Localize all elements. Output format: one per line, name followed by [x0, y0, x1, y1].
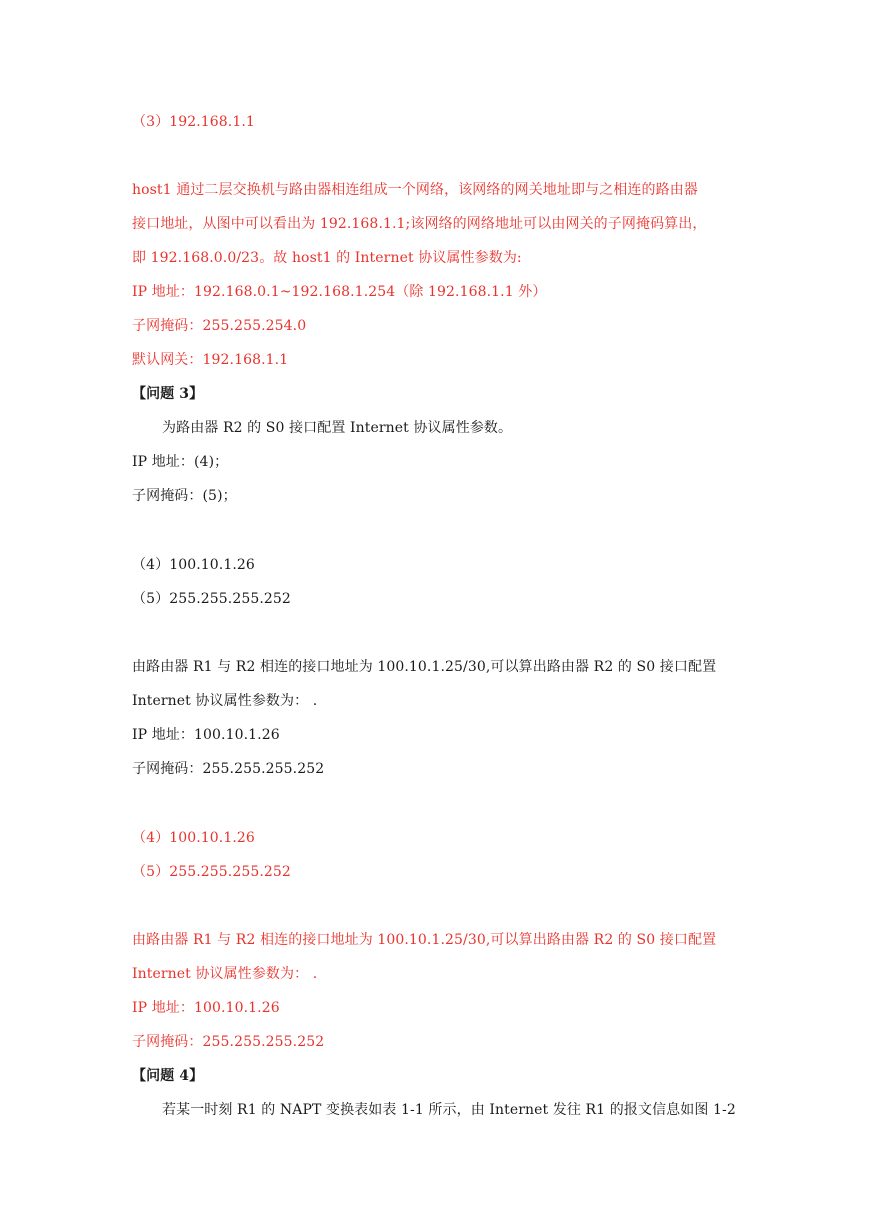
- question-4-heading: 【问题 4】: [132, 1068, 204, 1084]
- question-3-mask-blank: 子网掩码：(5)；: [132, 488, 237, 504]
- explanation-2-black-ip: IP 地址：100.10.1.26: [132, 727, 280, 743]
- explanation-2-black-line-1: 由路由器 R1 与 R2 相连的接口地址为 100.10.1.25/30,可以算出路由器 R2 的 S0 接口配置: [132, 659, 717, 675]
- answer-4-red: （4）100.10.1.26: [132, 830, 255, 846]
- explanation-1-mask: 子网掩码：255.255.254.0: [132, 318, 307, 334]
- explanation-1-line-1: host1 通过二层交换机与路由器相连组成一个网络，该网络的网关地址即与之相连的路由器: [132, 182, 698, 198]
- explanation-2-red-mask: 子网掩码：255.255.255.252: [132, 1034, 325, 1050]
- explanation-1-ip: IP 地址：192.168.0.1~192.168.1.254（除 192.168.1.1 外）: [132, 284, 547, 300]
- answer-5-black: （5）255.255.255.252: [132, 591, 291, 607]
- question-3-ip-blank: IP 地址：(4)；: [132, 454, 229, 470]
- answer-3-label: （3）192.168.1.1: [132, 114, 255, 130]
- answer-5-red: （5）255.255.255.252: [132, 864, 291, 880]
- explanation-2-black-line-2: Internet 协议属性参数为： .: [132, 693, 318, 709]
- question-3-heading: 【问题 3】: [132, 386, 204, 402]
- answer-4-black: （4）100.10.1.26: [132, 557, 255, 573]
- explanation-2-red-line-2: Internet 协议属性参数为： .: [132, 966, 318, 982]
- explanation-2-black-mask: 子网掩码：255.255.255.252: [132, 761, 325, 777]
- question-4-prompt: 若某一时刻 R1 的 NAPT 变换表如表 1-1 所示，由 Internet 发往 R1 的报文信息如图 1-2: [162, 1102, 736, 1118]
- explanation-1-line-3: 即 192.168.0.0/23。故 host1 的 Internet 协议属性参数为:: [132, 250, 522, 266]
- explanation-2-red-ip: IP 地址：100.10.1.26: [132, 1000, 280, 1016]
- explanation-2-red-line-1: 由路由器 R1 与 R2 相连的接口地址为 100.10.1.25/30,可以算出路由器 R2 的 S0 接口配置: [132, 932, 717, 948]
- explanation-1-gateway: 默认网关：192.168.1.1: [132, 352, 289, 368]
- question-3-prompt: 为路由器 R2 的 S0 接口配置 Internet 协议属性参数。: [162, 420, 513, 436]
- explanation-1-line-2: 接口地址，从图中可以看出为 192.168.1.1;该网络的网络地址可以由网关的子网掩码算出，: [132, 216, 707, 232]
